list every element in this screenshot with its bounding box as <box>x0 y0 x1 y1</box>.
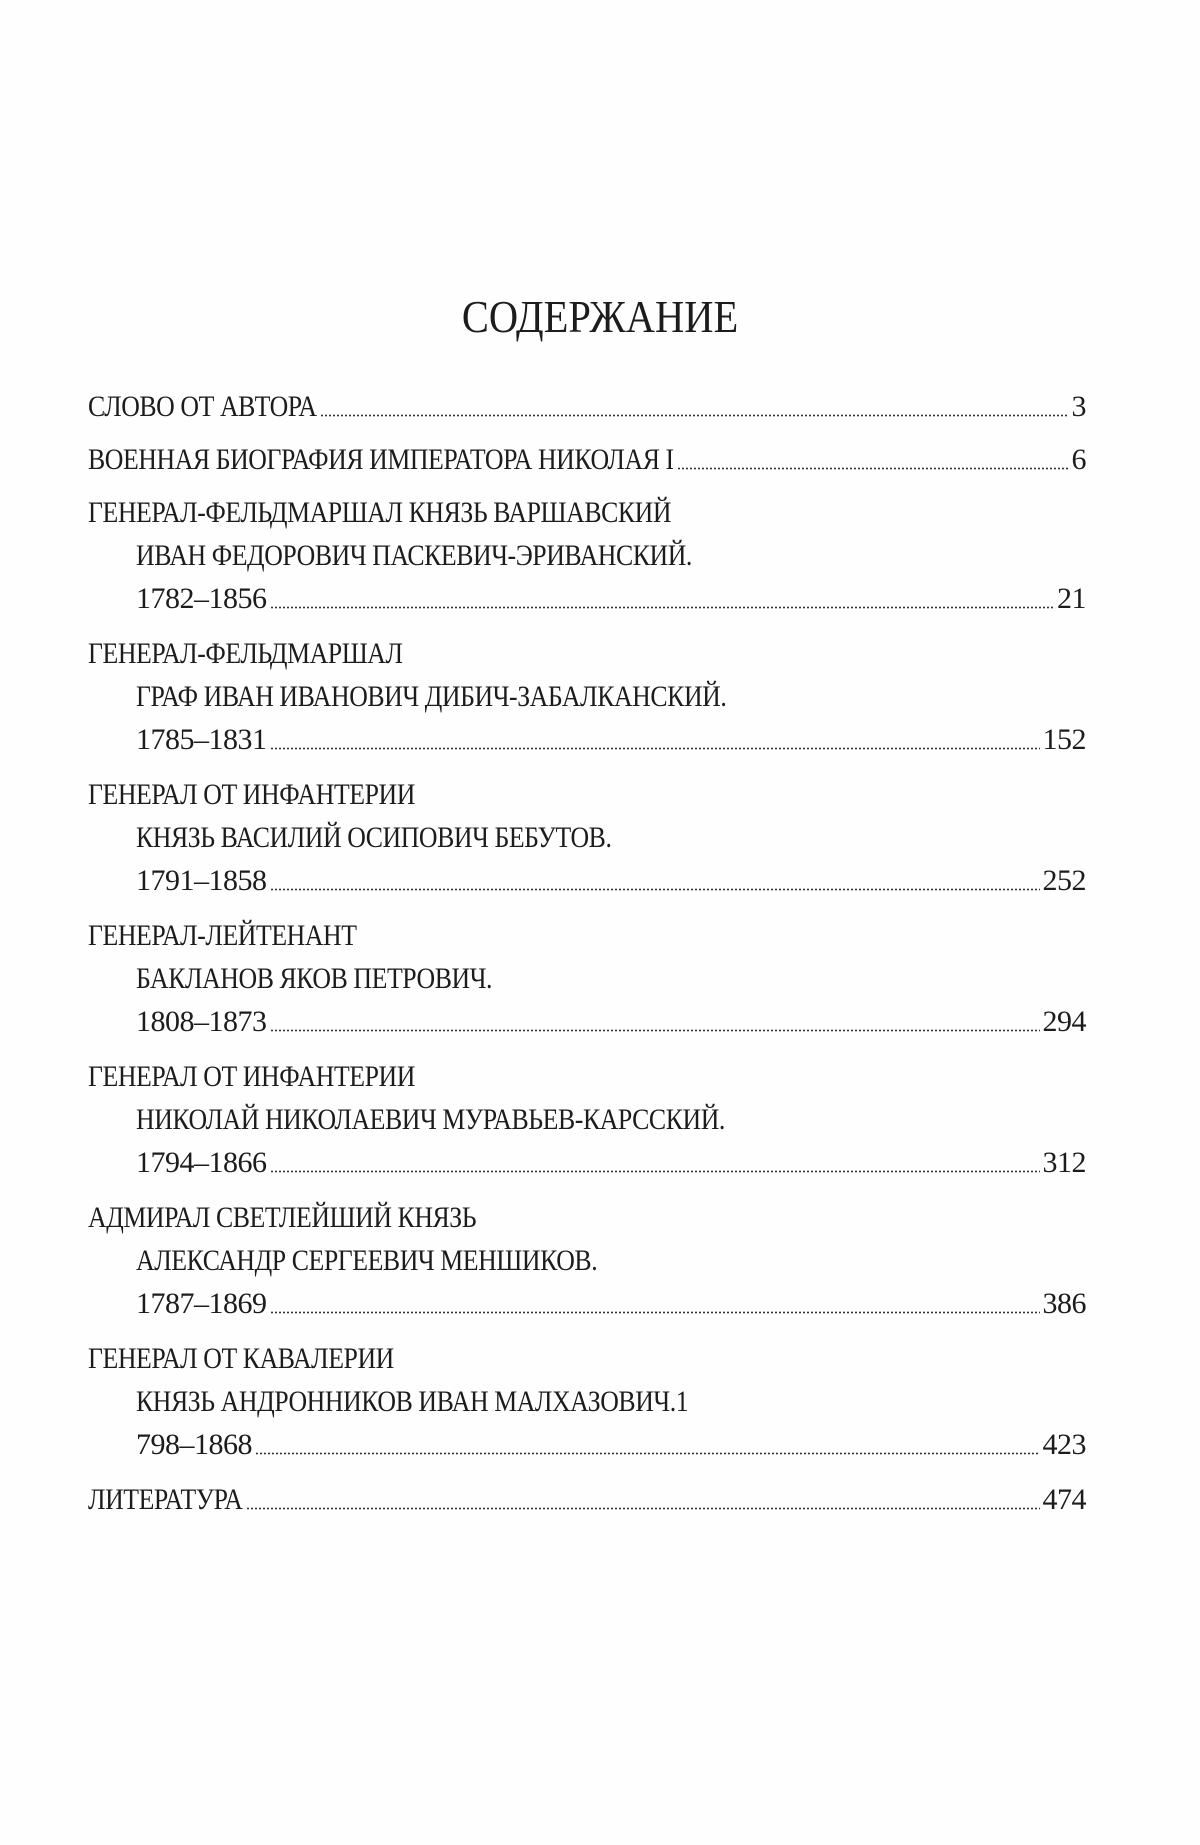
page-title: СОДЕРЖАНИЕ <box>461 291 739 342</box>
toc-entry-rank: ГЕНЕРАЛ ОТ ИНФАНТЕРИИ <box>88 1060 415 1093</box>
toc-page-number: 386 <box>1042 1287 1086 1320</box>
toc-page-number: 252 <box>1042 864 1086 897</box>
toc-entry-years: 1791–1858 <box>136 864 267 897</box>
toc-entry-name: АЛЕКСАНДР СЕРГЕЕВИЧ МЕНШИКОВ. <box>136 1244 598 1277</box>
toc-page-number: 294 <box>1042 1005 1086 1038</box>
toc-page-number: 423 <box>1042 1428 1086 1461</box>
dot-leader <box>255 1425 1040 1455</box>
toc-entry-years: 1794–1866 <box>136 1146 267 1179</box>
toc-entry-years: 1787–1869 <box>136 1287 267 1320</box>
toc-entry-name: БАКЛАНОВ ЯКОВ ПЕТРОВИЧ. <box>136 962 493 995</box>
toc-entry-years: 1808–1873 <box>136 1005 267 1038</box>
toc-entry-name: ИВАН ФЕДОРОВИЧ ПАСКЕВИЧ-ЭРИВАНСКИЙ. <box>136 539 692 572</box>
toc-page-number: 474 <box>1042 1483 1086 1516</box>
dot-leader <box>270 1143 1040 1173</box>
toc-page-number: 6 <box>1071 443 1086 476</box>
toc-entry-name: КНЯЗЬ АНДРОННИКОВ ИВАН МАЛХАЗОВИЧ.1 <box>136 1385 689 1418</box>
toc-entry-title: ВОЕННАЯ БИОГРАФИЯ ИМПЕРАТОРА НИКОЛАЯ I <box>88 443 674 476</box>
toc-entry-muravyev[interactable] <box>88 1055 1086 1184</box>
toc-entry-literature[interactable] <box>88 1478 1086 1521</box>
toc-entry-dibich[interactable] <box>88 632 1086 761</box>
toc-entry-menshikov[interactable] <box>88 1196 1086 1325</box>
toc-entry-andronnikov[interactable] <box>88 1337 1086 1466</box>
dot-leader <box>270 1002 1040 1032</box>
toc-entry-baklanov[interactable] <box>88 914 1086 1043</box>
dot-leader <box>677 440 1069 470</box>
dot-leader <box>270 1284 1040 1314</box>
dot-leader <box>246 1480 1040 1510</box>
dot-leader <box>270 861 1040 891</box>
toc-entry-rank: ГЕНЕРАЛ-ФЕЛЬДМАРШАЛ <box>88 637 403 670</box>
toc-entry-years: 1782–1856 <box>136 582 267 615</box>
toc-entry-bebutov[interactable] <box>88 773 1086 902</box>
toc-entry-name: ГРАФ ИВАН ИВАНОВИЧ ДИБИЧ-ЗАБАЛКАНСКИЙ. <box>136 680 727 713</box>
toc-entry-rank: ГЕНЕРАЛ-ФЕЛЬДМАРШАЛ КНЯЗЬ ВАРШАВСКИЙ <box>88 496 672 529</box>
toc-entry-name: НИКОЛАЙ НИКОЛАЕВИЧ МУРАВЬЕВ-КАРССКИЙ. <box>136 1103 725 1136</box>
dot-leader <box>270 579 1055 609</box>
toc-entry-years: 1785–1831 <box>136 723 267 756</box>
toc-entry-rank: ГЕНЕРАЛ ОТ ИНФАНТЕРИИ <box>88 778 415 811</box>
dot-leader <box>320 387 1069 417</box>
toc-entry-military-biography[interactable] <box>88 438 1086 481</box>
toc-entry-title: ЛИТЕРАТУРА <box>88 1483 243 1516</box>
toc-entry-years: 798–1868 <box>136 1428 252 1461</box>
toc-page-number: 152 <box>1042 723 1086 756</box>
toc-page-number: 3 <box>1071 390 1086 423</box>
toc-page-number: 21 <box>1057 582 1086 615</box>
toc-entry-title: СЛОВО ОТ АВТОРА <box>88 390 317 423</box>
toc-entry-paskevich[interactable] <box>88 491 1086 620</box>
dot-leader <box>270 720 1040 750</box>
toc-page-number: 312 <box>1042 1146 1086 1179</box>
toc-entry-author-word[interactable] <box>88 385 1086 428</box>
toc-entry-rank: АДМИРАЛ СВЕТЛЕЙШИЙ КНЯЗЬ <box>88 1201 477 1234</box>
toc-entry-rank: ГЕНЕРАЛ ОТ КАВАЛЕРИИ <box>88 1342 394 1375</box>
table-of-contents <box>88 385 1086 1521</box>
toc-entry-name: КНЯЗЬ ВАСИЛИЙ ОСИПОВИЧ БЕБУТОВ. <box>136 821 612 854</box>
toc-entry-rank: ГЕНЕРАЛ-ЛЕЙТЕНАНТ <box>88 919 357 952</box>
